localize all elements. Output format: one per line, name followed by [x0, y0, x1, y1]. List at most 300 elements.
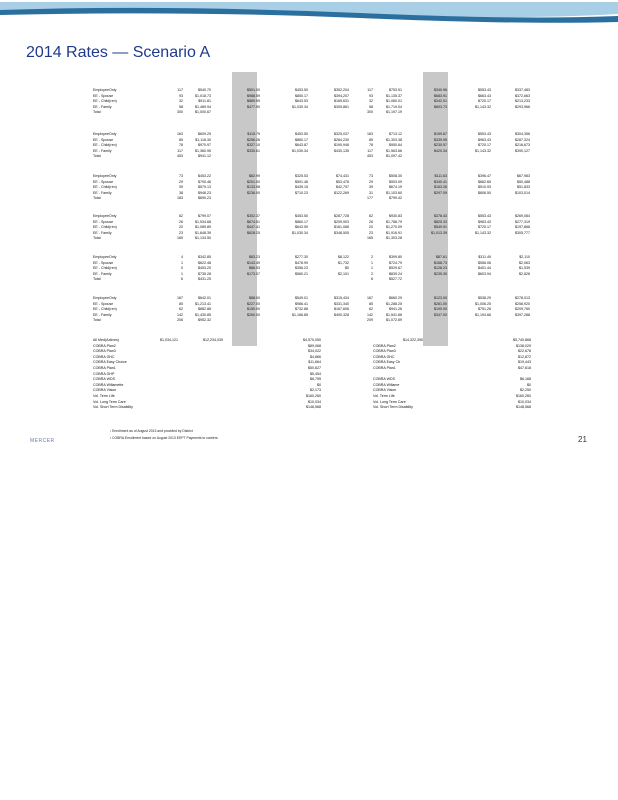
- cell-r7: $720.17: [478, 143, 491, 148]
- cell-r3: $439.15: [295, 185, 308, 190]
- cell-r1: $735.28: [198, 271, 211, 276]
- summary-cell-label2: COBRA Plan1: [373, 366, 396, 370]
- cell-r6: $603.73: [434, 104, 447, 109]
- cell-r3: $591.46: [295, 179, 308, 184]
- cell-r5: $508.30: [389, 174, 402, 178]
- summary-cell-c: $4,866: [310, 354, 321, 359]
- cell-r4: $331,340: [334, 301, 349, 306]
- cell-r1: $941.12: [198, 154, 211, 159]
- cell-r4: $0: [345, 266, 349, 271]
- cell-r3: $860.17: [295, 137, 308, 142]
- cell-r3: $1,030.34: [292, 230, 308, 235]
- cell-r6: $340.96: [434, 88, 447, 92]
- cell-r5: $903.09: [389, 179, 402, 184]
- cell-n2: 93: [369, 93, 373, 98]
- cell-n1: 20: [179, 225, 183, 230]
- tier-label: EmployeeOnly: [93, 214, 117, 218]
- summary-cell-label: COBRA Plan3: [93, 349, 116, 354]
- table-row: [93, 143, 530, 148]
- cell-r6: $168.73: [434, 260, 447, 265]
- table-row: [93, 255, 530, 260]
- cell-r3: $860.17: [295, 219, 308, 224]
- cell-n1: 29: [179, 179, 183, 184]
- cell-r1: $1,089.89: [195, 225, 211, 230]
- cell-r1: $1,000.67: [195, 110, 211, 115]
- cell-r3: $1,030.34: [292, 148, 308, 153]
- table-row: [93, 132, 530, 137]
- cell-r4: $315,434: [334, 296, 349, 300]
- summary-cell-label2: COBRA Plan3: [373, 349, 396, 354]
- cell-n2: 23: [369, 230, 373, 235]
- cell-r8: $337,483: [515, 88, 530, 92]
- tier-label: Total: [93, 277, 101, 282]
- cell-n1: 117: [177, 88, 183, 92]
- cell-r4: $325,037: [334, 132, 349, 136]
- cell-r2: $330.61: [247, 148, 260, 153]
- cell-r3: $710.23: [295, 190, 308, 195]
- cell-r1: $1,648.39: [195, 230, 211, 235]
- cell-r5: $1,303.38: [386, 137, 402, 142]
- cell-n1: 1: [181, 260, 183, 265]
- cell-n1: 62: [179, 214, 183, 218]
- cell-n1: 167: [177, 296, 183, 300]
- cell-r4: $305,861: [334, 104, 349, 109]
- cell-n1: 26: [179, 219, 183, 224]
- summary-cell-label2: Vol. Long Term Care: [373, 399, 406, 404]
- cell-r5: $1,072.69: [386, 318, 402, 323]
- cell-r1: $342.85: [198, 255, 211, 259]
- cell-n2: 142: [367, 312, 373, 317]
- cell-r2: $260.00: [247, 312, 260, 317]
- cell-n1: 38: [179, 190, 183, 195]
- summary-cell-label2: COBRA Vision: [373, 388, 397, 393]
- cell-r1: $540.70: [198, 88, 211, 92]
- cell-r3: $850.17: [295, 93, 308, 98]
- cell-n2: 73: [369, 174, 373, 178]
- table-row: [93, 266, 530, 271]
- cell-r8: $2,063: [519, 260, 530, 265]
- cell-r4: $122,269: [334, 190, 349, 195]
- tier-label: EE - Spouse: [93, 260, 114, 265]
- cell-r4: $190,946: [334, 143, 349, 148]
- cell-n1: 32: [179, 99, 183, 104]
- cell-r6: $230.57: [434, 143, 447, 148]
- tier-label: EmployeeOnly: [93, 88, 117, 92]
- tier-label: EE - Spouse: [93, 179, 114, 184]
- cell-r4: $42,797: [336, 185, 349, 190]
- cell-r2: $82.99: [249, 174, 260, 178]
- cell-n1: 300: [177, 110, 183, 115]
- cell-r5: $1,916.91: [386, 230, 402, 235]
- summary-cell-label: COBRA Plan2: [93, 343, 116, 348]
- cell-r8: $209,760: [515, 307, 530, 312]
- cell-r6: $340.41: [434, 179, 447, 184]
- summary-cell-e: $160,260: [516, 394, 531, 398]
- cell-r6: $347.00: [434, 312, 447, 317]
- cell-n2: 177: [367, 196, 373, 201]
- cell-r8: $304,356: [515, 132, 530, 136]
- cell-r6: $87.61: [436, 255, 447, 259]
- cell-r1: $453.22: [198, 174, 211, 178]
- table-row: [93, 179, 530, 185]
- cell-r2: $88.00: [249, 296, 260, 300]
- cell-r1: $1,534.68: [195, 219, 211, 224]
- cell-r2: $302.37: [247, 214, 260, 218]
- cell-r2: $988.59: [247, 93, 260, 98]
- cell-n2: 2: [371, 255, 373, 259]
- tier-label: EE - Family: [93, 312, 112, 317]
- summary-cell-d: $14,322,390: [403, 338, 423, 342]
- cell-n2: 20: [369, 225, 373, 230]
- cell-r2: $477.90: [247, 104, 260, 109]
- cell-r5: $1,060.01: [386, 99, 402, 104]
- page-title: 2014 Rates — Scenario A: [26, 44, 211, 61]
- cell-r3: $1,030.34: [292, 104, 308, 109]
- cell-r3: $453.50: [295, 132, 308, 136]
- cell-r1: $790.46: [198, 179, 211, 184]
- table-row: [93, 88, 530, 93]
- footnotes: [110, 428, 219, 442]
- tier-label: EE - Child(ren): [93, 185, 117, 190]
- cell-r8: $67,983: [517, 174, 530, 178]
- summary-cell-label: COBRA GHP: [93, 371, 115, 376]
- summary-cell-label2: Vol. Short Term Disability: [373, 405, 413, 410]
- table-row: [93, 154, 523, 159]
- cell-r5: $527.72: [389, 277, 402, 282]
- cell-r7: $963.43: [478, 137, 491, 142]
- summary-row: [93, 355, 533, 360]
- summary-cell-label2: COBRA Willame: [373, 382, 400, 387]
- cell-r2: $447.41: [247, 225, 260, 230]
- cell-r3: $732.88: [295, 307, 308, 312]
- cell-r4: $394,207: [334, 93, 349, 98]
- summary-cell-c: $0: [317, 382, 321, 387]
- summary-cell-c: $4,570,050: [303, 338, 321, 342]
- cell-r5: $1,270.09: [386, 225, 402, 230]
- cell-r5: $930.83: [389, 214, 402, 218]
- cell-n1: 23: [179, 230, 183, 235]
- tier-label: EE - Child(ren): [93, 99, 117, 104]
- cell-n2: 1: [371, 260, 373, 265]
- tier-label: EmployeeOnly: [93, 296, 117, 300]
- cell-r2: $86.93: [249, 266, 260, 271]
- tier-label: EmployeeOnly: [93, 132, 117, 136]
- cell-r6: $297.09: [434, 190, 447, 195]
- cell-r6: $190.00: [434, 307, 447, 312]
- summary-cell-label2: COBRA GHC: [373, 354, 395, 359]
- tier-label: EE - Child(ren): [93, 266, 117, 271]
- cell-r7: $553.43: [478, 132, 491, 136]
- summary-cell-label: COBRA WDS: [93, 377, 115, 382]
- cell-n2: 2: [371, 271, 373, 276]
- summary-cell-label: COBRA GHC: [93, 354, 115, 359]
- table-row: [93, 174, 530, 179]
- table-row: [93, 104, 530, 110]
- cell-r4: $430,135: [334, 148, 349, 153]
- cell-r2: $628.25: [247, 230, 260, 235]
- summary-row: [93, 400, 533, 405]
- summary-cell-c: $6,795: [310, 377, 321, 382]
- cell-r2: $256.26: [247, 137, 260, 142]
- cell-r6: $163.26: [434, 185, 447, 190]
- summary-cell-e: $2,250: [520, 388, 531, 393]
- cell-r5: $1,103.60: [386, 190, 402, 195]
- cell-r5: $529.67: [389, 266, 402, 271]
- cell-r5: $713.12: [389, 132, 402, 136]
- cell-r2: $201.00: [247, 179, 260, 184]
- cell-r2: $227.00: [247, 301, 260, 306]
- cell-r6: $342.01: [434, 99, 447, 104]
- cell-r5: $950.64: [389, 143, 402, 148]
- cell-r1: $952.32: [198, 318, 211, 323]
- summary-cell-e: $148,568: [516, 405, 531, 410]
- cell-n2: 165: [367, 236, 373, 241]
- table-row: [93, 307, 530, 312]
- summary-cell-a: $1,034,121: [160, 338, 178, 342]
- summary-cell-label: COBRA Easy Choice: [93, 360, 127, 365]
- cell-r6: $825.33: [434, 219, 447, 224]
- cell-r1: $609.25: [198, 132, 211, 136]
- cell-n2: 209: [367, 318, 373, 323]
- cell-r3: $356.23: [295, 266, 308, 271]
- cell-r8: $390,127: [515, 148, 530, 153]
- summary-cell-c: $148,568: [306, 405, 321, 410]
- cell-r3: $277.30: [295, 255, 308, 259]
- cell-r3: $560.21: [295, 271, 308, 276]
- tier-label: EmployeeOnly: [93, 255, 117, 259]
- cell-r5: $674.19: [389, 185, 402, 190]
- summary-cell-c: $34,022: [308, 349, 321, 354]
- cell-r4: $287,728: [334, 214, 349, 218]
- cell-r3: $986.41: [295, 301, 308, 306]
- table-row: [93, 148, 530, 154]
- cell-r3: $643.87: [295, 143, 308, 148]
- summary-cell-label: Vol. Short Term Disability: [93, 405, 133, 410]
- cell-n1: 142: [177, 312, 183, 317]
- cell-r1: $431.25: [198, 277, 211, 282]
- cell-n2: 1: [371, 266, 373, 271]
- summary-cell-e: $12,872: [518, 354, 531, 359]
- cell-r6: $123.00: [434, 296, 447, 300]
- summary-cell-label: Vol. Long Term Care: [93, 399, 126, 404]
- summary-cell-label2: COBRA Plan2: [373, 343, 396, 348]
- table-row: [93, 185, 530, 190]
- table-row: [93, 236, 523, 241]
- cell-r4: $209,903: [334, 219, 349, 224]
- tier-label: Total: [93, 236, 101, 241]
- cell-r6: $281.00: [434, 301, 447, 306]
- cell-r2: $150.00: [247, 307, 260, 312]
- cell-n2: 167: [367, 296, 373, 300]
- cell-n2: 31: [369, 190, 373, 195]
- cell-r5: $1,097.42: [386, 154, 402, 159]
- summary-cell-c: $11,664: [308, 360, 321, 365]
- cell-r6: $235.30: [434, 271, 447, 276]
- tier-label: Total: [93, 110, 101, 115]
- cell-r7: $553.43: [478, 88, 491, 92]
- cell-r2: $889.59: [247, 99, 260, 104]
- cell-n2: 6: [371, 277, 373, 282]
- summary-row: [93, 372, 533, 377]
- cell-n2: 163: [367, 132, 373, 136]
- cell-r5: $941.26: [389, 307, 402, 312]
- tier-label: EE - Spouse: [93, 93, 114, 98]
- cell-r4: $161,068: [334, 225, 349, 230]
- cell-r8: $2,826: [519, 271, 530, 276]
- summary-row: [93, 377, 533, 382]
- cell-r5: $1,788.79: [386, 219, 402, 224]
- cell-r8: $51,833: [517, 185, 530, 190]
- cell-n2: 300: [367, 110, 373, 115]
- summary-cell-e: $10,034: [518, 399, 531, 404]
- cell-r7: $553.43: [478, 214, 491, 218]
- cell-r8: $277,319: [515, 219, 530, 224]
- cell-r2: $115.79: [247, 132, 260, 136]
- cell-r8: $213,233: [515, 99, 530, 104]
- cell-r3: $549.01: [295, 296, 308, 300]
- table-row: [93, 296, 530, 301]
- cell-r5: $1,197.19: [386, 110, 402, 115]
- cell-r5: $399.80: [389, 255, 402, 259]
- tier-label: Total: [93, 154, 101, 159]
- cell-r4: $8,122: [338, 255, 349, 259]
- summary-row: [93, 405, 533, 410]
- cell-n1: 4: [181, 255, 183, 259]
- summary-cell-c: $160,260: [306, 394, 321, 398]
- cell-r1: $970.97: [198, 143, 211, 148]
- cell-r4: $53,476: [336, 179, 349, 184]
- cell-r3: $643.59: [295, 225, 308, 230]
- summary-row: [93, 383, 533, 388]
- cell-r6: $549.91: [434, 225, 447, 230]
- summary-cell-e: $6,168: [520, 377, 531, 382]
- cell-n2: 78: [369, 143, 373, 148]
- summary-cell-e: $138,029: [516, 343, 531, 348]
- cell-r8: $287,324: [515, 137, 530, 142]
- cell-r4: $169,631: [334, 99, 349, 104]
- cell-r4: $74,431: [336, 174, 349, 178]
- table-row: [93, 196, 523, 201]
- tier-label: EE - Family: [93, 190, 112, 195]
- cell-r1: $1,134.50: [195, 236, 211, 241]
- cell-r8: $258,920: [515, 301, 530, 306]
- summary-cell-e: $47,618: [518, 366, 531, 370]
- footnote-1: ¹ Enrollment as of August 2013 and provided by District: [110, 429, 193, 433]
- cell-n2: 58: [369, 104, 373, 109]
- cell-n2: 29: [369, 179, 373, 184]
- cell-n1: 6: [181, 277, 183, 282]
- table-row: [93, 219, 530, 225]
- cell-r6: $111.63: [434, 174, 447, 178]
- cell-r8: $197,866: [515, 225, 530, 230]
- cell-n1: 453: [177, 154, 183, 159]
- tier-label: Total: [93, 318, 101, 323]
- summary-row: [93, 360, 533, 365]
- tier-label: Total: [93, 196, 101, 201]
- cell-r1: $579.13: [198, 185, 211, 190]
- summary-row: [93, 388, 533, 393]
- cell-r5: $1,288.25: [386, 301, 402, 306]
- cell-r7: $510.93: [478, 185, 491, 190]
- cell-r8: $50,488: [517, 179, 530, 184]
- cell-r1: $1,213.41: [195, 301, 211, 306]
- summary-cell-c: $2,173: [310, 388, 321, 393]
- cell-r8: $216,673: [515, 143, 530, 148]
- cell-r2: $143.49: [247, 260, 260, 265]
- cell-n2: 117: [367, 148, 373, 153]
- cell-r2: $501.00: [247, 88, 260, 92]
- tier-label: EE - Spouse: [93, 219, 114, 224]
- cell-r5: $753.51: [389, 88, 402, 92]
- cell-r6: $420.34: [434, 148, 447, 153]
- summary-cell-c: $5,454: [310, 371, 321, 376]
- cell-r6: $339.95: [434, 137, 447, 142]
- summary-cell-c: $10,034: [308, 399, 321, 404]
- cell-r5: $1,303.28: [386, 236, 402, 241]
- cell-n2: 62: [369, 214, 373, 218]
- tier-label: EE - Family: [93, 230, 112, 235]
- cell-r7: $1,194.66: [475, 312, 491, 317]
- cell-r6: $1,013.39: [431, 230, 447, 235]
- cell-r1: $1,018.73: [195, 93, 211, 98]
- cell-r7: $806.50: [478, 190, 491, 195]
- cell-r3: $478.99: [295, 260, 308, 265]
- cell-n2: 62: [369, 307, 373, 312]
- cell-r1: $882.88: [198, 307, 211, 312]
- cell-n2: 117: [367, 88, 373, 92]
- cell-r7: $720.17: [478, 225, 491, 230]
- cell-r6: $128.23: [434, 266, 447, 271]
- table-row: [93, 301, 530, 307]
- tier-label: EE - Child(ren): [93, 307, 117, 312]
- summary-cell-label: COBRA Willamette: [93, 382, 124, 387]
- cell-r4: $2,101: [338, 271, 349, 276]
- cell-n1: 93: [179, 93, 183, 98]
- cell-r2: $173.07: [247, 271, 260, 276]
- summary-row: [93, 366, 533, 371]
- summary-cell-e: $22,678: [518, 349, 531, 354]
- cell-r7: $663.43: [478, 93, 491, 98]
- cell-r1: $799.07: [198, 214, 211, 218]
- table-row: [93, 93, 530, 99]
- cell-n2: 85: [369, 301, 373, 306]
- cell-n1: 85: [179, 137, 183, 142]
- cell-r7: $401.44: [478, 266, 491, 271]
- table-row: [93, 312, 530, 318]
- cell-n1: 206: [177, 318, 183, 323]
- cell-r5: $1,719.04: [386, 104, 402, 109]
- summary-cell-label: All Med(Actives): [93, 338, 119, 342]
- cell-r1: $1,360.95: [195, 148, 211, 153]
- table-row: [93, 277, 523, 282]
- cell-r8: $372,663: [515, 93, 530, 98]
- cell-n2: 39: [369, 185, 373, 190]
- cell-r4: $490,328: [334, 312, 349, 317]
- cell-r8: $2,110: [519, 255, 530, 259]
- cell-r7: $1,006.25: [475, 301, 491, 306]
- cell-r2: $236.00: [247, 190, 260, 195]
- table-row: [93, 225, 530, 230]
- cell-r2: $674.51: [247, 219, 260, 224]
- summary-cell-label2: COBRA Easy Ch: [373, 360, 401, 365]
- cell-r7: $396.47: [478, 174, 491, 178]
- cell-r8: $103,014: [515, 190, 530, 195]
- cell-r2: $133.98: [247, 185, 260, 190]
- summary-cell-c: $89,068: [308, 343, 321, 348]
- cell-n1: 165: [177, 236, 183, 241]
- table-row: [93, 260, 530, 266]
- page-number: 21: [578, 435, 587, 444]
